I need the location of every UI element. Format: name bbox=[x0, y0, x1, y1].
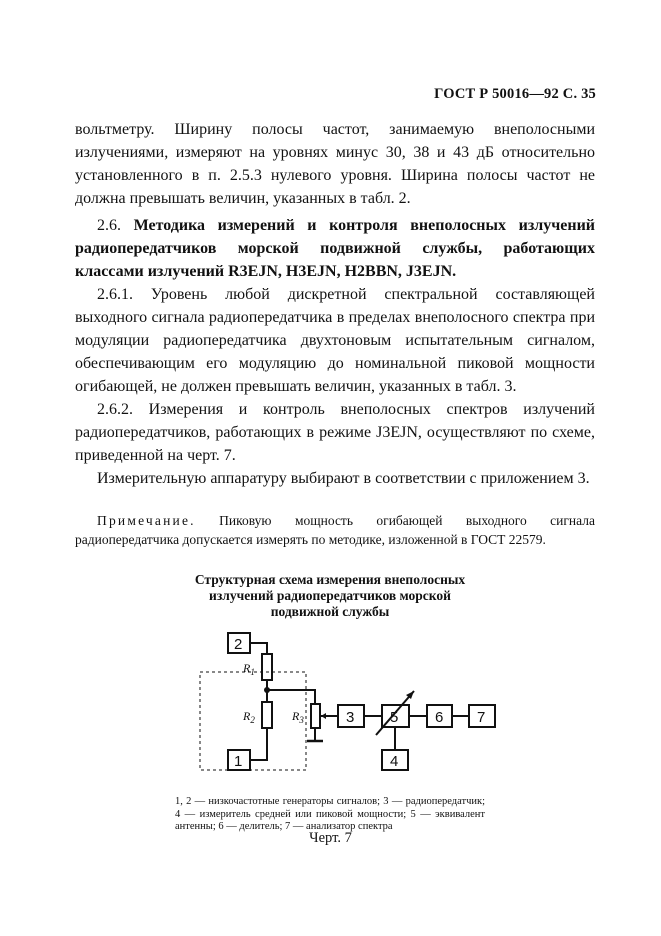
page-header: ГОСТ Р 50016—92 С. 35 bbox=[434, 86, 596, 102]
body-text bbox=[75, 118, 595, 490]
section-number: 2.6. bbox=[97, 217, 121, 234]
wire-junction-r3 bbox=[267, 690, 315, 704]
figure-title-line: излучений радиопередатчиков морской bbox=[209, 588, 451, 603]
block-7-label: 7 bbox=[477, 709, 486, 726]
block-5-label: 5 bbox=[390, 709, 399, 726]
resistor-r2-label: $R_2$ bbox=[243, 709, 255, 725]
figure-label: Черт. 7 bbox=[309, 830, 352, 846]
block-6-label: 6 bbox=[435, 709, 444, 726]
paragraph-2-6-1: 2.6.1. Уровень любой дискретной спектральной составляющей выходного сигнала радиопередатчика в пределах внеполосного спектра при модуляции радиопередатчика двухтоновым испытательным сигналом, обеспечивающим его модуляцию до номинальной пиковой мощности огибающей, не должен превышать величин, указанных в табл. 3. bbox=[75, 286, 595, 395]
resistor-r2 bbox=[262, 702, 272, 728]
block-2-label: 2 bbox=[234, 636, 243, 653]
block-1-label: 1 bbox=[234, 753, 243, 770]
block-diagram bbox=[190, 624, 510, 774]
note-text: Пиковую мощность огибающей выходного сигнала радиопередатчика допускается измерять по методике, изложенной в ГОСТ 22579. bbox=[75, 513, 596, 547]
resistor-r1 bbox=[262, 654, 272, 680]
note-label: Примечание. bbox=[97, 513, 196, 528]
wire-b2-r1 bbox=[250, 643, 267, 654]
figure-title-line: подвижной службы bbox=[270, 604, 390, 619]
note bbox=[75, 511, 595, 549]
section-2-6-heading bbox=[75, 214, 595, 283]
resistor-r3 bbox=[311, 704, 320, 728]
resistor-r1-label: $R_1$ bbox=[243, 661, 255, 677]
figure-caption: 1, 2 — низкочастотные генераторы сигналов; 3 — радиопередатчик; 4 — измеритель средней или пиковой мощности; 5 — эквивалент антенны; 6 — делитель; 7 — анализатор спектра bbox=[175, 796, 485, 832]
wire-r2-b1 bbox=[250, 728, 267, 760]
section-title: Методика измерений и контроля внеполосных излучений радиопередатчиков морской подвижной службы, работающих классами излучений R3EJN, H3EJN, H2BBN, J3EJN. bbox=[75, 217, 595, 280]
paragraph-continuation: вольтметру. Ширину полосы частот, занимаемую внеполосными излучениями, измеряют на уровнях минус 30, 38 и 43 дБ относительно установленного в п. 2.5.3 нулевого уровня. Ширина полосы частот не должна превышать величин, указанных в табл. 2. bbox=[75, 121, 595, 207]
paragraph-equipment: Измерительную аппаратуру выбирают в соответствии с приложением 3. bbox=[97, 470, 590, 487]
figure-title bbox=[160, 572, 500, 620]
block-3-label: 3 bbox=[346, 709, 355, 726]
paragraph-2-6-2: 2.6.2. Измерения и контроль внеполосных спектров излучений радиопередатчиков, работающих в режиме J3EJN, осуществляют по схеме, приведенной на черт. 7. bbox=[75, 401, 595, 464]
junction-dot bbox=[264, 687, 270, 693]
block-4-label: 4 bbox=[390, 753, 399, 770]
resistor-r3-label: $R_3$ bbox=[292, 709, 304, 725]
figure-title-line: Структурная схема измерения внеполосных bbox=[194, 572, 466, 587]
